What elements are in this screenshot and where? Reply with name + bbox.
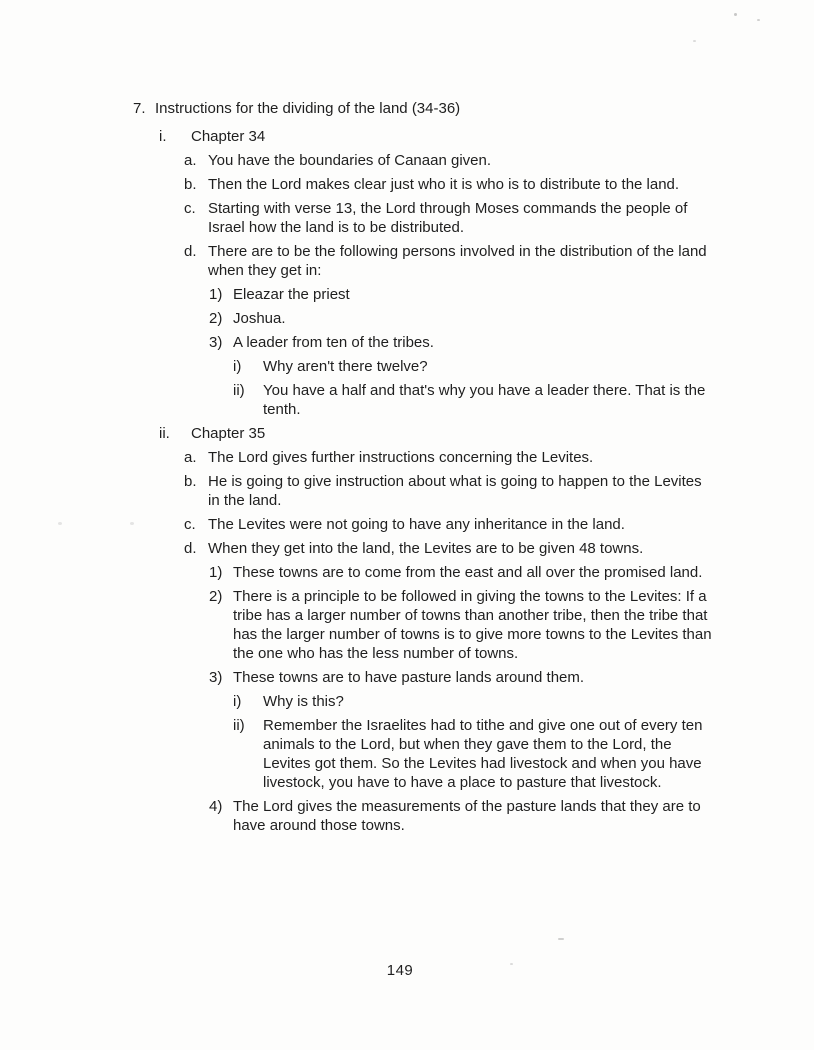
outline-text: These towns are to have pasture lands around them. [233, 669, 585, 686]
outline-marker: 4) [209, 798, 223, 815]
outline-item [0, 515, 712, 534]
outline-marker: 7. [133, 100, 146, 117]
scan-artifact [558, 938, 564, 940]
outline-item [0, 199, 712, 237]
outline-text: These towns are to come from the east and all over the promised land. [233, 564, 703, 581]
outline-text: Instructions for the dividing of the land (34-36) [155, 100, 461, 117]
outline-item [0, 797, 712, 835]
scan-artifact [130, 522, 134, 525]
outline-item [0, 563, 712, 582]
outline-text: There is a principle to be followed in giving the towns to the Levites: If a tribe has a larger number of towns than another tribe, then the tribe that has the larger number of towns is to give more towns to the Levites than the one who has the less number of towns. [233, 588, 712, 662]
outline-marker: c. [184, 516, 196, 533]
outline-marker: 1) [209, 564, 223, 581]
outline-item [0, 716, 712, 792]
outline-marker: b. [184, 473, 197, 490]
scan-artifact [58, 522, 62, 525]
scan-artifact [757, 19, 760, 21]
outline-item [0, 668, 712, 687]
outline-item [0, 381, 712, 419]
outline-item [0, 539, 712, 558]
outline-item [0, 309, 712, 328]
outline-item [0, 448, 712, 467]
page-number: 149 [386, 962, 414, 979]
scan-artifact [693, 40, 696, 42]
outline-marker: 2) [209, 588, 223, 605]
scan-artifact [734, 13, 737, 16]
outline [0, 99, 712, 840]
outline-text: The Levites were not going to have any inheritance in the land. [208, 516, 625, 533]
outline-item [0, 357, 712, 376]
outline-marker: b. [184, 176, 197, 193]
outline-item [0, 333, 712, 352]
outline-text: Chapter 35 [191, 425, 266, 442]
outline-item [0, 587, 712, 663]
outline-marker: c. [184, 200, 196, 217]
outline-item [0, 285, 712, 304]
outline-marker: 3) [209, 669, 223, 686]
outline-marker: a. [184, 152, 197, 169]
outline-marker: i) [233, 693, 242, 710]
outline-text: The Lord gives the measurements of the pasture lands that they are to have around those towns. [233, 798, 701, 834]
outline-text: When they get into the land, the Levites are to be given 48 towns. [208, 540, 644, 557]
outline-text: Starting with verse 13, the Lord through Moses commands the people of Israel how the land is to be distributed. [208, 200, 688, 236]
outline-marker: d. [184, 243, 197, 260]
outline-marker: ii) [233, 717, 245, 734]
outline-item [0, 151, 712, 170]
outline-item [0, 99, 712, 118]
outline-marker: ii. [159, 425, 170, 442]
outline-marker: 2) [209, 310, 223, 327]
outline-text: You have the boundaries of Canaan given. [208, 152, 492, 169]
outline-item [0, 692, 712, 711]
outline-text: Why is this? [263, 693, 344, 710]
outline-marker: ii) [233, 382, 245, 399]
outline-marker: a. [184, 449, 197, 466]
outline-text: You have a half and that's why you have a leader there. That is the tenth. [263, 382, 706, 418]
outline-marker: d. [184, 540, 197, 557]
outline-text: Why aren't there twelve? [263, 358, 428, 375]
outline-text: Eleazar the priest [233, 286, 350, 303]
outline-marker: 1) [209, 286, 223, 303]
outline-item [0, 472, 712, 510]
outline-marker: 3) [209, 334, 223, 351]
outline-text: He is going to give instruction about what is going to happen to the Levites in the land. [208, 473, 702, 509]
outline-item [0, 127, 712, 146]
outline-text: Then the Lord makes clear just who it is who is to distribute to the land. [208, 176, 680, 193]
outline-text: Joshua. [233, 310, 286, 327]
outline-text: The Lord gives further instructions concerning the Levites. [208, 449, 594, 466]
outline-item [0, 175, 712, 194]
scan-artifact [510, 963, 513, 965]
outline-text: Chapter 34 [191, 128, 266, 145]
outline-marker: i. [159, 128, 167, 145]
outline-marker: i) [233, 358, 242, 375]
outline-text: Remember the Israelites had to tithe and give one out of every ten animals to the Lord, but when they gave them to the Lord, the Levites got them. So the Levites had livestock and when you have livestock, you have to have a place to pasture that livestock. [263, 717, 703, 791]
outline-item [0, 424, 712, 443]
outline-text: There are to be the following persons involved in the distribution of the land when they get in: [208, 243, 707, 279]
outline-text: A leader from ten of the tribes. [233, 334, 434, 351]
outline-item [0, 242, 712, 280]
